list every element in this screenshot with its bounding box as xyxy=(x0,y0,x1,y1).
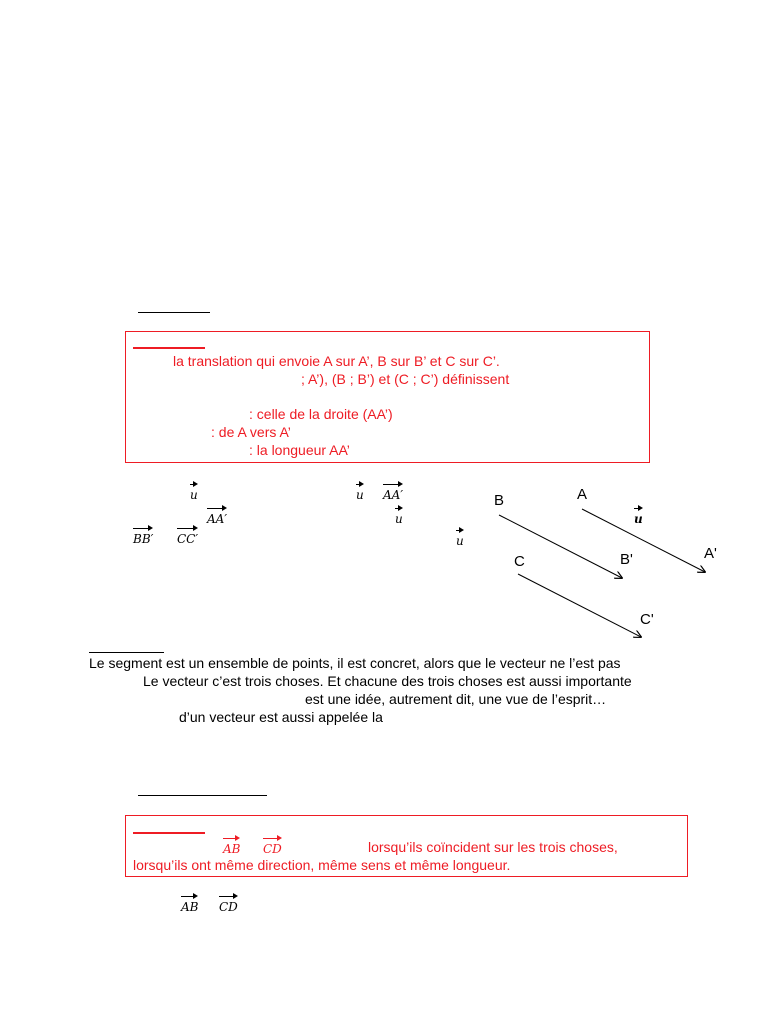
vector-CC-prime: CC′ xyxy=(177,528,198,546)
point-label-B: B xyxy=(494,492,505,509)
vector-AA-prime-2: AA′ xyxy=(207,508,227,526)
equality-vector-CD: CD xyxy=(263,838,282,856)
remark-line-4: d’un vecteur est aussi appelée la xyxy=(179,709,383,725)
equality-line-2: lorsqu’ils ont même direction, même sens et même longueur. xyxy=(133,857,511,873)
section-heading-underline xyxy=(138,312,210,313)
arrow-C-to-Cprime xyxy=(518,574,641,637)
definition-line-1: la translation qui envoie A sur A’, B sur B’ et C sur C’. xyxy=(173,353,500,369)
definition-line-5: : la longueur AA’ xyxy=(249,442,350,458)
point-label-A-prime: A' xyxy=(704,545,717,562)
point-label-C: C xyxy=(514,553,525,570)
definition-title-underline xyxy=(133,347,205,349)
bottom-vector-AB: AB xyxy=(181,896,198,914)
vector-u-label: u xyxy=(634,508,643,526)
remark-line-3: est une idée, autrement dit, une vue de l’esprit… xyxy=(305,691,607,707)
remark-line-2: Le vecteur c’est trois choses. Et chacune des trois choses est aussi importante xyxy=(143,673,632,689)
equality-vector-AB: AB xyxy=(223,838,240,856)
vector-u-1: u xyxy=(190,484,198,502)
bottom-vector-CD: CD xyxy=(219,896,238,914)
point-label-B-prime: B' xyxy=(620,551,633,568)
vector-u-3: u xyxy=(395,508,403,526)
vector-BB-prime: BB′ xyxy=(133,528,153,546)
equality-line-1: lorsqu’ils coïncident sur les trois choses, xyxy=(368,839,618,855)
vector-AA-prime-1: AA′ xyxy=(383,484,403,502)
remark-heading-underline xyxy=(89,652,164,653)
section-2-heading-underline xyxy=(138,795,267,796)
vector-u-4: u xyxy=(456,530,464,548)
remark-line-1: Le segment est un ensemble de points, il est concret, alors que le vecteur ne l’est pas xyxy=(89,655,621,671)
definition-line-3: : celle de la droite (AA’) xyxy=(249,406,393,422)
definition-box xyxy=(125,331,650,463)
point-label-C-prime: C' xyxy=(640,611,654,628)
arrow-A-to-Aprime xyxy=(582,509,705,572)
vector-u-2: u xyxy=(356,484,364,502)
definition-line-4: : de A vers A’ xyxy=(211,424,291,440)
equality-title-underline xyxy=(133,832,205,834)
point-label-A: A xyxy=(577,486,588,503)
definition-line-2: ; A’), (B ; B’) et (C ; C’) définissent xyxy=(301,371,510,387)
